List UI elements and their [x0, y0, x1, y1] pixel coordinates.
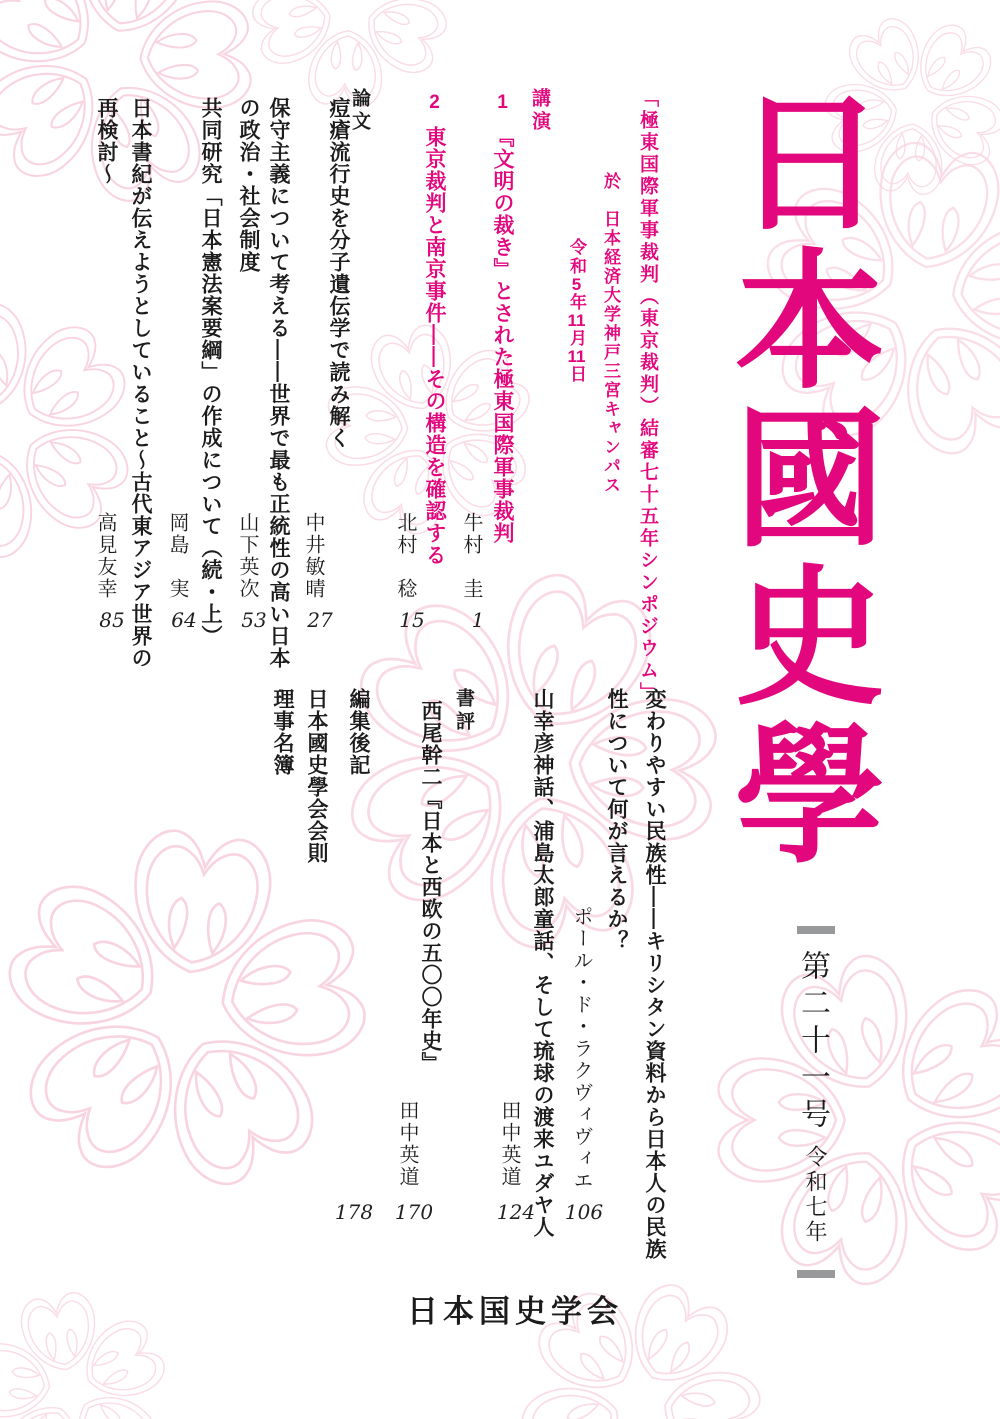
article-4-title-line1: 日本書紀が伝えようとしていること～古代東アジア世界の: [129, 97, 152, 669]
review-1-author: 田中英道: [396, 1100, 420, 1188]
article-2-page: 53: [241, 608, 267, 632]
article-5-title-line1: 変わりやすい民族性——キリシタン資料から日本人の民族: [643, 688, 666, 1260]
backmatter-editors-note-page: 178: [334, 1200, 374, 1224]
section-heading-articles: 論文: [349, 88, 370, 134]
article-6-page: 124: [496, 1200, 536, 1224]
backmatter-editors-note: 編集後記: [347, 688, 370, 776]
lecture-2-number: 2: [424, 92, 445, 114]
article-3-title: 共同研究「日本憲法案要綱」の作成について（続・上）: [199, 97, 222, 647]
article-4-page: 85: [99, 608, 125, 632]
review-1-title: 西尾幹二『日本と西欧の五〇〇年史』: [419, 700, 442, 1074]
publisher-name: 日本国史学会: [407, 1294, 623, 1330]
symposium-date: 令和5年11月11日: [567, 238, 586, 384]
article-1-page: 27: [307, 608, 333, 632]
article-6-author: 田中英道: [498, 1100, 522, 1188]
era-year: 令和七年: [802, 1145, 827, 1245]
article-5-page: 106: [564, 1200, 604, 1224]
journal-title: 日本國史學: [709, 84, 885, 874]
article-2-title-line1: 保守主義について考える——世界で最も正統性の高い日本: [267, 97, 290, 669]
backmatter-directors-list: 理事名簿: [271, 688, 294, 776]
section-heading-reviews: 書評: [453, 688, 474, 734]
article-1-author: 中井敏晴: [302, 512, 326, 600]
review-1-page: 170: [394, 1200, 434, 1224]
symposium-venue: 於 日本経済大学神戸三宮キャンパス: [601, 172, 620, 495]
article-5-author: ポール・ド・ラクヴィヴィエ: [570, 906, 594, 1192]
lecture-2-title: 2東京裁判と南京事件——その構造を確認する: [423, 92, 446, 566]
article-5-title-line2: 性について何が言えるか？: [605, 688, 628, 952]
lecture-2-author: 北村 稔: [394, 512, 418, 600]
article-3-page: 64: [171, 608, 197, 632]
article-2-title-line2: の政治・社会制度: [237, 97, 260, 273]
issue-number: 第二十一号: [795, 950, 830, 1135]
lecture-1-author: 牛村 圭: [460, 512, 484, 600]
issue-top-bar: [797, 926, 835, 934]
issue-bottom-bar: [797, 1270, 835, 1278]
article-1-title: 痘瘡流行史を分子遺伝学で読み解く: [327, 97, 350, 449]
article-3-author: 岡島 実: [166, 512, 190, 600]
lecture-1-title: 1『文明の裁き』とされた極東国際軍事裁判: [491, 92, 514, 544]
lecture-1-page: 1: [471, 608, 485, 632]
section-heading-lectures: 講演: [529, 88, 550, 134]
article-2-author: 山下英次: [236, 512, 260, 600]
article-4-title-line2: 再検討～: [95, 97, 118, 185]
lecture-2-page: 15: [399, 608, 425, 632]
article-6-title: 山幸彦神話、浦島太郎童話、そして琉球の渡来ユダヤ人: [531, 688, 554, 1238]
article-4-author: 高見友幸: [94, 512, 118, 600]
backmatter-society-rules: 日本國史學会会則: [305, 688, 328, 864]
symposium-title: 「極東国際軍事裁判（東京裁判）結審七十五年シンポジウム」: [637, 88, 658, 704]
lecture-1-number: 1: [492, 92, 513, 114]
